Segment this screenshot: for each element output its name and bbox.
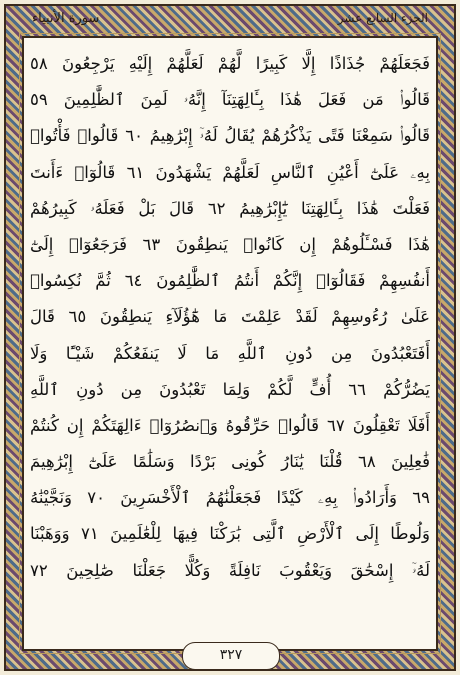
text-line: لَهُۥٓ إِسْحَٰقَ وَيَعْقُوبَ نَافِلَةً وَكُلًّا جَعَلْنَا صَٰلِحِينَ ٧٢ [30, 560, 430, 580]
text-line: فَجَعَلَهُمْ جُذَاذًا إِلَّا كَبِيرًا لَّهُمْ لَعَلَّهُمْ إِلَيْهِ يَرْجِعُونَ ٥٨ [30, 54, 430, 73]
text-line: أَنفُسِهِمْ فَقَالُوٓا۟ إِنَّكُمْ أَنتُمُ ٱلظَّٰلِمُونَ ٦٤ ثُمَّ نُكِسُوا۟ [30, 271, 430, 291]
text-line: وَلُوطًا إِلَى ٱلْأَرْضِ ٱلَّتِى بَٰرَكْنَا فِيهَا لِلْعَٰلَمِينَ ٧١ وَوَهَبْنَا [30, 524, 430, 544]
page-number-frame [182, 642, 280, 670]
text-line: قَالُوا۟ مَن فَعَلَ هَٰذَا بِـَٔالِهَتِنَآ إِنَّهُۥ لَمِنَ ٱلظَّٰلِمِينَ ٥٩ [30, 90, 430, 110]
text-line: يَضُرُّكُمْ ٦٦ أُفٍّ لَّكُمْ وَلِمَا تَعْبُدُونَ مِن دُونِ ٱللَّهِ [30, 379, 430, 399]
text-line: عَلَىٰ رُءُوسِهِمْ لَقَدْ عَلِمْتَ مَا هَٰٓؤُلَآءِ يَنطِقُونَ ٦٥ قَالَ [30, 307, 430, 327]
page-header [22, 4, 438, 34]
text-line: فَعَلْتَ هَٰذَا بِـَٔالِهَتِنَا يَٰٓإِبْرَٰهِيمُ ٦٢ قَالَ بَلْ فَعَلَهُۥ كَبِيرُهُمْ [30, 198, 430, 218]
juz-title: الجزء السابع عشر [337, 11, 428, 25]
text-line: فَٰعِلِينَ ٦٨ قُلْنَا يَٰنَارُ كُونِى بَرْدًا وَسَلَٰمًا عَلَىٰٓ إِبْرَٰهِيمَ [30, 452, 430, 472]
text-line: أَفَتَعْبُدُونَ مِن دُونِ ٱللَّهِ مَا لَا يَنفَعُكُمْ شَيْـًٔا وَلَا [30, 343, 430, 363]
text-line: أَفَلَا تَعْقِلُونَ ٦٧ قَالُوا۟ حَرِّقُوهُ وَٱنصُرُوٓا۟ ءَالِهَتَكُمْ إِن كُنتُمْ [30, 415, 430, 435]
text-line: بِهِۦ عَلَىٰٓ أَعْيُنِ ٱلنَّاسِ لَعَلَّهُمْ يَشْهَدُونَ ٦١ قَالُوٓا۟ ءَأَنتَ [30, 162, 430, 182]
verse-lines [30, 46, 430, 626]
surah-title: سورة الأنبياء [32, 11, 100, 26]
text-line: ٦٩ وَأَرَادُوا۟ بِهِۦ كَيْدًا فَجَعَلْنَٰهُمُ ٱلْأَخْسَرِينَ ٧٠ وَنَجَّيْنَٰهُ [30, 488, 430, 508]
text-line: هَٰذَا فَسْـَٔلُوهُمْ إِن كَانُوا۟ يَنطِقُونَ ٦٣ فَرَجَعُوٓا۟ إِلَىٰٓ [30, 234, 430, 254]
page-number: ٣٢٧ [219, 647, 243, 663]
text-line: قَالُوا۟ سَمِعْنَا فَتًى يَذْكُرُهُمْ يُقَالُ لَهُۥٓ إِبْرَٰهِيمُ ٦٠ قَالُوا۟ فَأْتُوا۟ [30, 126, 430, 146]
